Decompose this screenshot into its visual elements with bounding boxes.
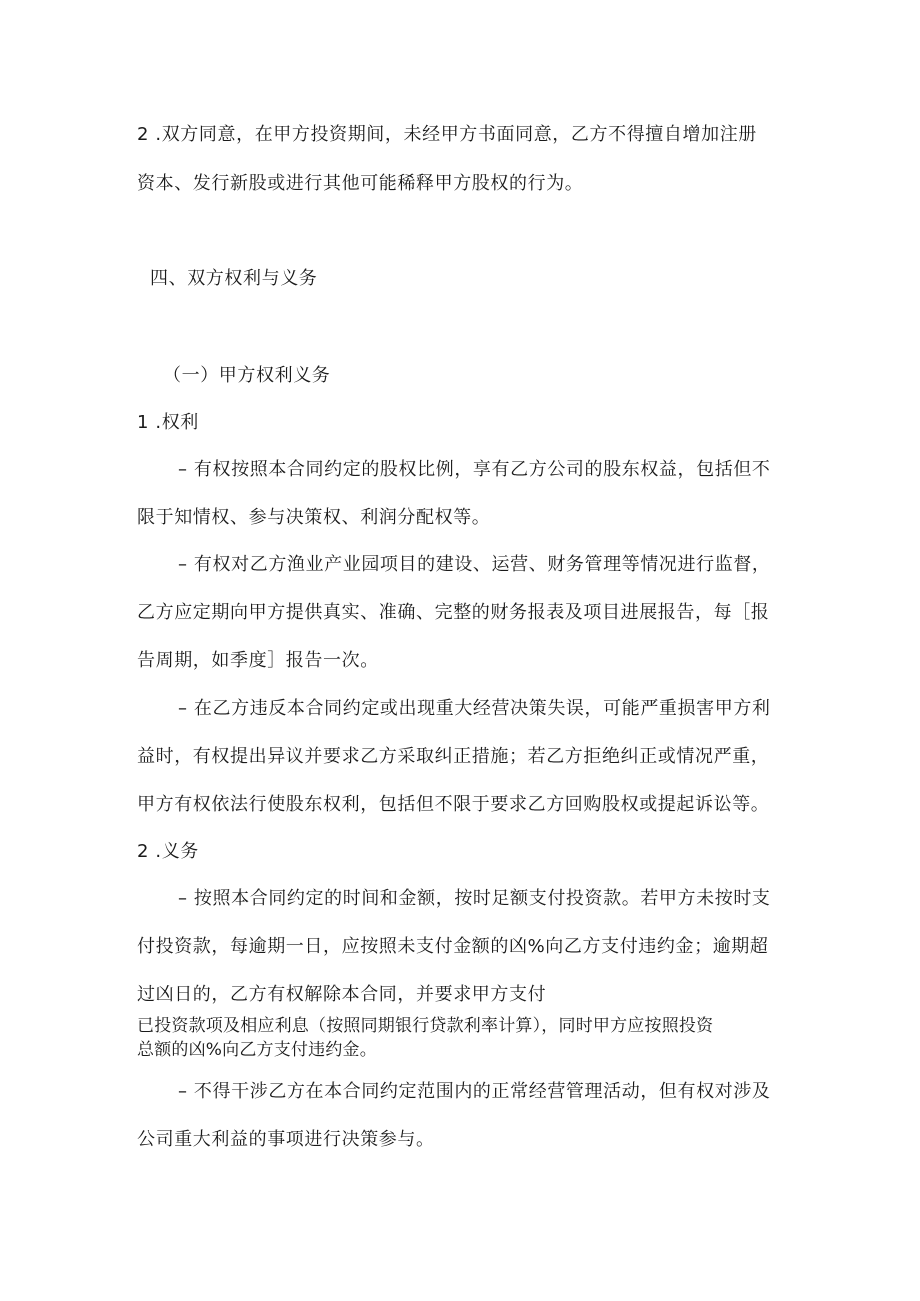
text-line: 限于知情权、参与决策权、利润分配权等。 — [137, 507, 491, 528]
text-line: – 有权对乙方渔业产业园项目的建设、运营、财务管理等情况进行监督， — [178, 554, 771, 575]
text-line: 过凶日的，乙方有权解除本合同，并要求甲方支付 — [137, 984, 547, 1005]
text-line: 公司重大利益的事项进行决策参与。 — [137, 1129, 435, 1150]
text-line: – 不得干涉乙方在本合同约定范围内的正常经营管理活动，但有权对涉及 — [178, 1081, 771, 1102]
text-line: 付投资款，每逾期一日，应按照未支付金额的凶%向乙方支付违约金；逾期超 — [137, 936, 769, 957]
text-line: 资本、发行新股或进行其他可能稀释甲方股权的行为。 — [137, 173, 584, 194]
text-line: 告周期，如季度］报告一次。 — [137, 650, 379, 671]
text-line: – 在乙方违反本合同约定或出现重大经营决策失误，可能严重损害甲方利 — [178, 698, 771, 719]
item-heading: 1 .权利 — [137, 412, 199, 433]
text-line: – 有权按照本合同约定的股权比例，享有乙方公司的股东权益，包括但不 — [178, 459, 771, 480]
text-line: 甲方有权依法行使股东权利，包括但不限于要求乙方回购股权或提起诉讼等。 — [137, 794, 770, 815]
text-line: 益时，有权提出异议并要求乙方采取纠正措施；若乙方拒绝纠正或情况严重， — [137, 746, 770, 767]
text-line: – 按照本合同约定的时间和金额，按时足额支付投资款。若甲方未按时支 — [178, 888, 771, 909]
text-line: 乙方应定期向甲方提供真实、准确、完整的财务报表及项目进展报告，每［报 — [137, 602, 770, 623]
text-line: 总额的凶%向乙方支付违约金。 — [137, 1040, 377, 1060]
text-line: 2 .双方同意，在甲方投资期间，未经甲方书面同意，乙方不得擅自增加注册 — [137, 124, 757, 145]
item-heading: 2 .义务 — [137, 841, 199, 862]
text-line: 已投资款项及相应利息（按照同期银行贷款利率计算），同时甲方应按照投资 — [137, 1016, 714, 1036]
section-heading: 四、双方权利与义务 — [150, 268, 318, 289]
subsection-heading: （一）甲方权利义务 — [163, 365, 331, 386]
